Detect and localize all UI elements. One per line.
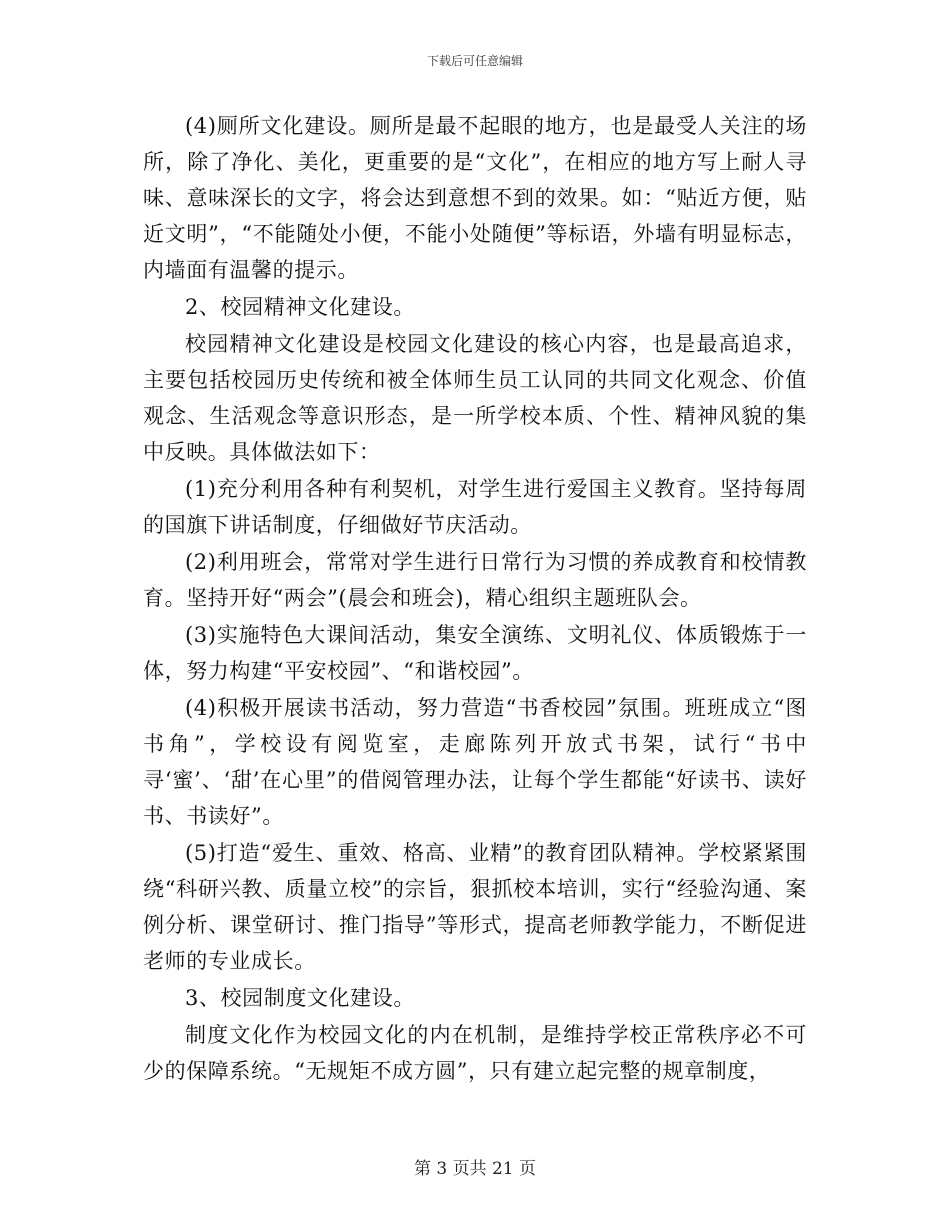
paragraph-item-2: (2)利用班会，常常对学生进行日常行为习惯的养成教育和校情教育。坚持开好“两会”(晨会和班会)，精心组织主题班队会。 <box>143 550 807 610</box>
section-heading-spiritual-culture: 2、校园精神文化建设。 <box>185 295 415 319</box>
paragraph-item-5: (5)打造“爱生、重效、格高、业精”的教育团队精神。学校紧紧围绕“科研兴教、质量立校”的宗旨，狠抓校本培训，实行“经验沟通、案例分析、课堂研讨、推门指导”等形式，提高老师教学能力，不断促进老师的专业成长。 <box>143 841 807 973</box>
paragraph-item-3: (3)实施特色大课间活动，集安全演练、文明礼仪、体质锻炼于一体，努力构建“平安校园”、“和谐校园”。 <box>143 623 807 683</box>
paragraph-system-culture-intro: 制度文化作为校园文化的内在机制，是维持学校正常秩序必不可少的保障系统。“无规矩不成方圆”，只有建立起完整的规章制度， <box>143 1023 807 1083</box>
paragraph-item-4: (4)积极开展读书活动，努力营造“书香校园”氛围。班班成立“图书角”，学校设有阅览室，走廊陈列开放式书架，试行“书中寻‘蜜’、‘甜’在心里”的借阅管理办法，让每个学生都能“好读书、读好书、书读好”。 <box>143 696 807 828</box>
page-footer: 第 3 页共 21 页 <box>413 1159 537 1179</box>
section-heading-system-culture: 3、校园制度文化建设。 <box>185 986 415 1010</box>
paragraph-item-1: (1)充分利用各种有利契机，对学生进行爱国主义教育。坚持每周的国旗下讲话制度，仔细做好节庆活动。 <box>143 477 807 537</box>
paragraph-spiritual-culture-intro: 校园精神文化建设是校园文化建设的核心内容，也是最高追求，主要包括校园历史传统和被全体师生员工认同的共同文化观念、价值观念、生活观念等意识形态，是一所学校本质、个性、精神风貌的集中反映。具体做法如下： <box>143 332 807 464</box>
paragraph-toilet-culture: (4)厕所文化建设。厕所是最不起眼的地方，也是最受人关注的场所，除了净化、美化，更重要的是“文化”，在相应的地方写上耐人寻味、意味深长的文字，将会达到意想不到的效果。如：“贴近方便，贴近文明”，“不能随处小便，不能小处随便”等标语，外墙有明显标志，内墙面有温馨的提示。 <box>143 114 807 282</box>
document-body <box>143 108 807 1090</box>
page-header: 下载后可任意编辑 <box>426 54 523 68</box>
